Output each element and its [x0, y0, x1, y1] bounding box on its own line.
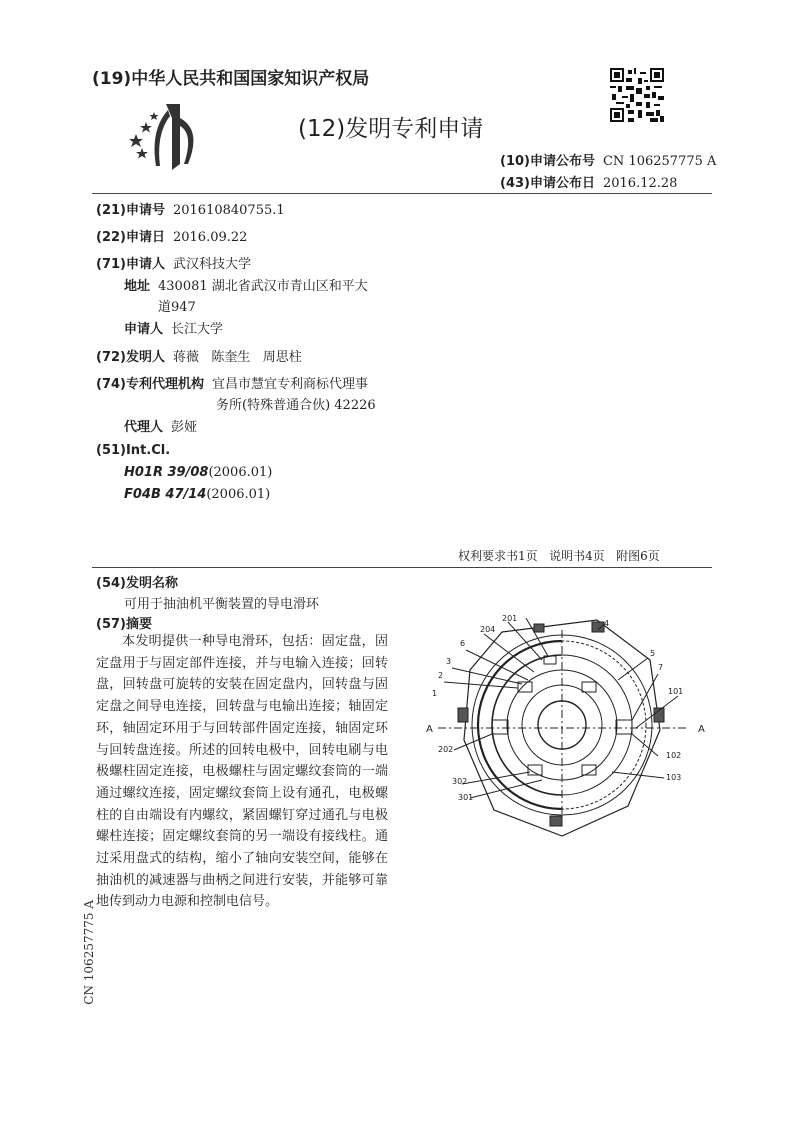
address-continued: 道947 — [158, 300, 196, 315]
patent-agency: (74)专利代理机构 宜昌市慧宜专利商标代理事 — [96, 377, 368, 392]
abstract-text: 本发明提供一种导电滑环，包括：固定盘，固定盘用于与固定部件连接，并与电输入连接；回转盘，回转盘可旋转的安装在固定盘内，回转盘与固定盘之间导电连接，回转盘与电输出连接；轴固定环，轴固定环用于与回转部件固定连接，轴固定环与回转盘连接。所述的回转电极中，回转电刷与电极螺柱固定连接，电极螺柱与固定螺纹套筒的一端通过螺纹连接，固定螺纹套筒上设有通孔，电极螺柱的自由端设有内螺纹，紧固螺钉穿过通孔与电极螺柱连接；固定螺纹套筒的另一端设有接线柱。通过采用盘式的结构，缩小了轴向安装空间，能够在抽油机的减速器与曲柄之间进行安装，并能够可靠地传到动力电源和控制电信号。 — [96, 634, 388, 910]
label-7: 7 — [658, 663, 664, 672]
abstract-label: (57)摘要 — [96, 617, 152, 632]
header-divider — [92, 193, 712, 194]
qr-code — [610, 68, 664, 122]
publication-number: (10)申请公布号 CN 106257775 A — [500, 154, 717, 169]
slip-ring-drawing — [422, 610, 712, 846]
label-5: 5 — [650, 649, 656, 658]
application-number: (21)申请号 201610840755.1 — [96, 203, 285, 218]
label-102: 102 — [666, 751, 682, 760]
page-summary: 权利要求书1页 说明书4页 附图6页 — [458, 549, 660, 563]
label-1: 1 — [432, 689, 438, 698]
office-name: (19)中华人民共和国国家知识产权局 — [92, 69, 370, 89]
label-103: 103 — [666, 773, 682, 782]
publication-date: (43)申请公布日 2016.12.28 — [500, 176, 678, 191]
patent-agent: 代理人 彭娅 — [124, 420, 198, 435]
label-2: 2 — [438, 671, 444, 680]
ipc-label: (51)Int.Cl. — [96, 443, 171, 458]
label-201: 201 — [502, 614, 518, 623]
ipc-class-1: H01R 39/08(2006.01) — [124, 465, 273, 480]
label-202: 202 — [438, 745, 454, 754]
summary-divider — [92, 567, 712, 568]
applicant-2: 申请人 长江大学 — [124, 322, 224, 337]
patent-agency-continued: 务所(特殊普通合伙) 42226 — [216, 398, 376, 413]
inventors: (72)发明人 蒋薇 陈奎生 周思柱 — [96, 350, 302, 365]
label-101: 101 — [668, 687, 684, 696]
label-3: 3 — [446, 657, 452, 666]
invention-title: 可用于抽油机平衡装置的导电滑环 — [124, 597, 320, 612]
address: 地址 430081 湖北省武汉市青山区和平大 — [124, 279, 368, 294]
label-a-right: A — [698, 724, 705, 735]
label-204: 204 — [480, 625, 496, 634]
label-301: 301 — [458, 793, 474, 802]
document-type: (12)发明专利申请 — [298, 116, 484, 142]
label-4: 4 — [604, 619, 610, 628]
label-6: 6 — [460, 639, 466, 648]
side-publication-number: CN 106257775 A — [82, 900, 96, 1005]
ipc-class-2: F04B 47/14(2006.01) — [124, 487, 271, 502]
label-a-left: A — [426, 724, 433, 735]
cnipa-logo — [128, 100, 208, 172]
application-date: (22)申请日 2016.09.22 — [96, 230, 248, 245]
label-302: 302 — [452, 777, 468, 786]
title-label: (54)发明名称 — [96, 576, 178, 591]
applicant: (71)申请人 武汉科技大学 — [96, 257, 251, 272]
